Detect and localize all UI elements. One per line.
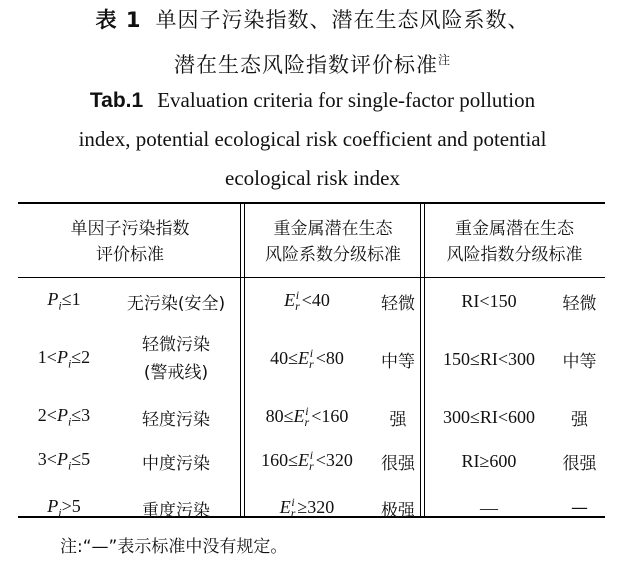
caption-en-line2: index, potential ecological risk coefficient and potential	[78, 127, 547, 151]
header-risk-coefficient-line2: 风险系数分级标准	[265, 245, 401, 265]
e-grade-cell: 中等	[381, 351, 415, 372]
e-range-cell: E i r ≥320	[279, 495, 335, 521]
e-grade-cell: 很强	[381, 453, 415, 474]
table-row	[18, 278, 605, 324]
header-single-factor-line2: 评价标准	[96, 245, 164, 265]
ri-grade-cell: 很强	[562, 453, 597, 474]
e-grade-cell: 极强	[381, 500, 415, 521]
caption-zh-text2: 潜在生态风险指数评价标准	[173, 53, 438, 77]
e-grade-cell: 强	[389, 409, 407, 430]
ri-range-cell: —	[480, 497, 498, 518]
ri-range-cell: RI≥600	[461, 450, 517, 471]
e-grade-cell: 轻微	[381, 293, 415, 314]
header-risk-coefficient-line1: 重金属潜在生态	[273, 219, 393, 239]
caption-en-label: Tab.1	[89, 89, 144, 112]
caption-en-text1: Evaluation criteria for single-factor pollution	[157, 88, 536, 112]
ri-grade-cell: 轻微	[562, 293, 597, 314]
evaluation-criteria-table	[18, 206, 605, 534]
table-top-rule	[18, 202, 605, 204]
ri-grade-cell: —	[571, 498, 588, 518]
p-grade-cell: 重度污染	[142, 500, 210, 521]
ri-range-cell: 300≤RI<600	[442, 406, 536, 427]
ri-range-cell: RI<150	[461, 290, 517, 311]
caption-en-line3: ecological risk index	[225, 166, 400, 190]
header-single-factor	[18, 206, 242, 278]
ri-grade-cell: 中等	[562, 351, 597, 372]
e-range-cell: 160≤E i r <320	[261, 448, 353, 474]
header-risk-index	[424, 206, 605, 278]
p-range-cell: $3<P_i\le 5$	[37, 448, 91, 473]
header-single-factor-line1: 单因子污染指数	[70, 219, 190, 239]
header-risk-coefficient	[242, 206, 424, 278]
p-range-cell: $P_i>5$	[47, 495, 81, 520]
p-grade-line1: 轻微污染	[142, 335, 210, 355]
p-grade-cell: 中度污染	[142, 453, 210, 474]
table-row	[18, 394, 605, 440]
p-grade-cell: 无污染(安全)	[126, 293, 226, 314]
header-risk-index-line2: 风险指数分级标准	[446, 245, 583, 265]
e-range-cell: E i r <40	[284, 288, 330, 314]
ri-range-cell: 150≤RI<300	[442, 348, 536, 369]
caption-zh-line2	[0, 46, 625, 79]
caption-zh-note-mark: 注	[437, 53, 451, 67]
caption-en-line1	[0, 86, 625, 115]
p-range-cell: $1<P_i\le 2$	[37, 346, 91, 371]
p-grade-cell: 轻度污染	[142, 409, 210, 430]
header-risk-index-line1: 重金属潜在生态	[455, 219, 574, 239]
p-grade-line2: (警戒线)	[143, 363, 209, 383]
table-row	[18, 324, 605, 394]
caption-zh-line1	[0, 6, 625, 34]
p-range-cell: $2<P_i\le 3$	[37, 404, 91, 429]
e-range-cell: 40≤E i r <80	[270, 346, 344, 372]
table-row	[18, 440, 605, 482]
ri-grade-cell: 强	[571, 409, 588, 430]
p-range-cell: $P_i\le 1$	[47, 288, 81, 313]
e-range-cell: 80≤E i r <160	[265, 404, 349, 430]
table-row	[18, 482, 605, 534]
caption-zh-label: 表 1	[95, 8, 142, 32]
table-note: 注:“—”表示标准中没有规定。	[60, 537, 288, 557]
caption-zh-text1: 单因子污染指数、潜在生态风险系数、	[155, 8, 530, 32]
p-grade-cell	[110, 324, 242, 394]
